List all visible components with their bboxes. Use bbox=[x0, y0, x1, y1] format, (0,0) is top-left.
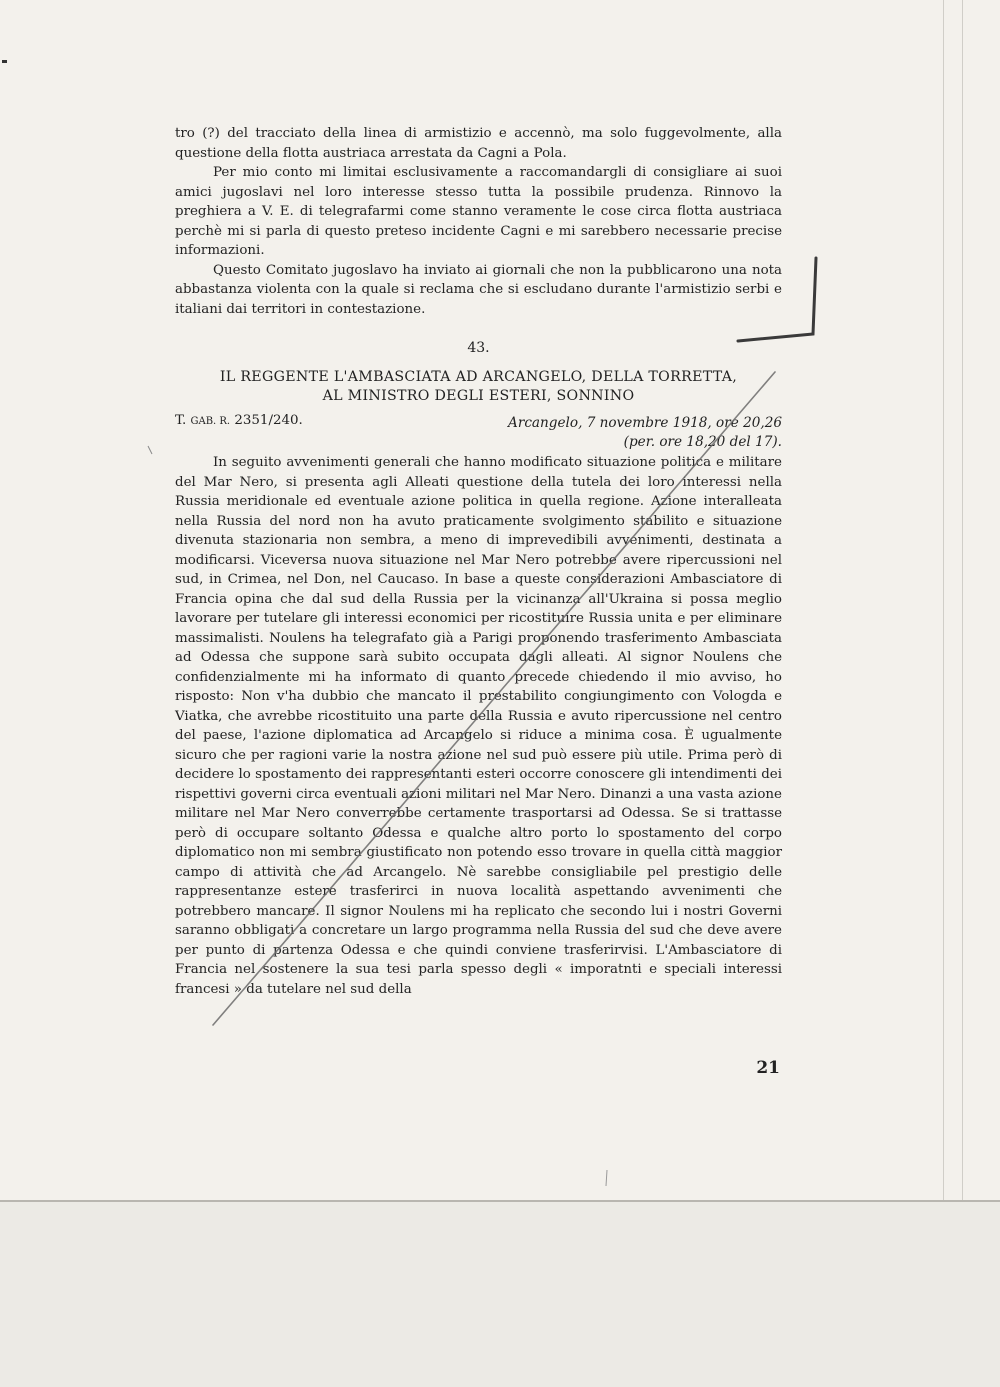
stray-mark bbox=[148, 446, 152, 454]
ref-caps: GAB. R. bbox=[190, 416, 231, 427]
paragraph: Questo Comitato jugoslavo ha inviato ai giornali che non la pubblicarono una nota abbastanza violenta con la quale si reclama che si escludano durante l'armistizio serbi e italiani dai territori in contestazione. bbox=[175, 262, 782, 317]
paragraph: Per mio conto mi limitai esclusivamente a raccomandargli di consigliare ai suoi amici jugoslavi nel loro interesse stesso tutta la possibile prudenza. Rinnovo la preghiera a V. E. di telegrafarmi come stanno veramente le cose circa flotta austriaca perchè mi si parla di questo preteso incidente Cagni e mi sarebbero necessarie precise informazioni. bbox=[175, 165, 782, 258]
received-line: (per. ore 18,20 del 17). bbox=[623, 434, 782, 450]
stray-mark bbox=[606, 1170, 607, 1186]
diagonal-strike-mark bbox=[213, 372, 775, 1025]
heading-line: IL REGGENTE L'AMBASCIATA AD ARCANGELO, DELLA TORRETTA, bbox=[219, 369, 738, 385]
paragraph: In seguito avvenimenti generali che hanno modificato situazione politica e militare del Mar Nero, si presenta agli Alleati questione della tutela dei loro interessi nella Russia meridionale ed eventuale azione politica in quella regione. Azione interalleata nella Russia del nord non ha avuto praticamente svolgimento stabilito e situazione divenuta stazionaria non sembra, a meno di imprevedibili avvenimenti, destinata a modificarsi. Viceversa nuova situazione nel Mar Nero potrebbe avere ripercussioni nel sud, in Crimea, nel Don, nel Caucaso. In base a queste considerazioni Ambasciatore di Francia opina che dal sud della Russia per la vicinanza all'Ukraina si possa meglio lavorare per tutelare gli interessi economici per ricostituire Russia unita e per eliminare massimalisti. Noulens ha telegrafato già a Parigi proponendo trasferimento Ambasciata ad Odessa che suppone sarà subito occupata dagli alleati. Al signor Noulens che confidenzialmente mi ha informato di quanto precede chiedendo il mio avviso, ho risposto: Non v'ha dubbio che mancato il prestabilito congiungimento con Vologda e Viatka, che avrebbe ricostituito una parte della Russia e avuto ripercussione nel centro del paese, l'azione diplomatica ad Arcangelo si riduce a minima cosa. È ugualmente sicuro che per ragioni varie la nostra azione nel sud può essere più utile. Prima però di decidere lo spostamento dei rappresentanti esteri occorre conoscere gli intendimenti dei rispettivi governi circa eventuali azioni militari nel Mar Nero. Dinanzi a una vasta azione militare nel Mar Nero converrebbe certamente trasportarsi ad Odessa. Se si trattasse però di occupare soltanto Odessa e qualche altro porto lo spostamento del corpo diplomatico non mi sembra giustificato non potendo esso trovare in quella città maggior campo di attività che ad Arcangelo. Nè sarebbe consigliabile pel prestigio delle rappresentanze estere trasferirci in nuova località aspettando avvenimenti che potrebbero mancare. Il signor Noulens mi ha replicato che secondo lui i nostri Governi saranno obbligati a concretare un largo programma nella Russia del sud che deve avere per punto di partenza Odessa e che quindi conviene trasferirvisi. L'Ambasciatore di Francia nel sostenere la sua tesi parla spesso degli « imporatnti e speciali interessi francesi » da tutelare nel sud della bbox=[175, 455, 782, 997]
ref-prefix: T. bbox=[175, 413, 187, 428]
margin-bracket-mark bbox=[738, 258, 816, 341]
heading-line: AL MINISTRO DEGLI ESTERI, SONNINO bbox=[322, 388, 635, 404]
page-number: 21 bbox=[756, 1058, 780, 1078]
document-number: 43. bbox=[467, 340, 490, 356]
paragraph: tro (?) del tracciato della linea di armistizio e accennò, ma solo fuggevolmente, alla questione della flotta austriaca arrestata da Cagni a Pola. bbox=[175, 126, 782, 161]
place-date-line: Arcangelo, 7 novembre 1918, ore 20,26 bbox=[508, 415, 782, 431]
ref-number: 2351/240. bbox=[234, 413, 303, 428]
